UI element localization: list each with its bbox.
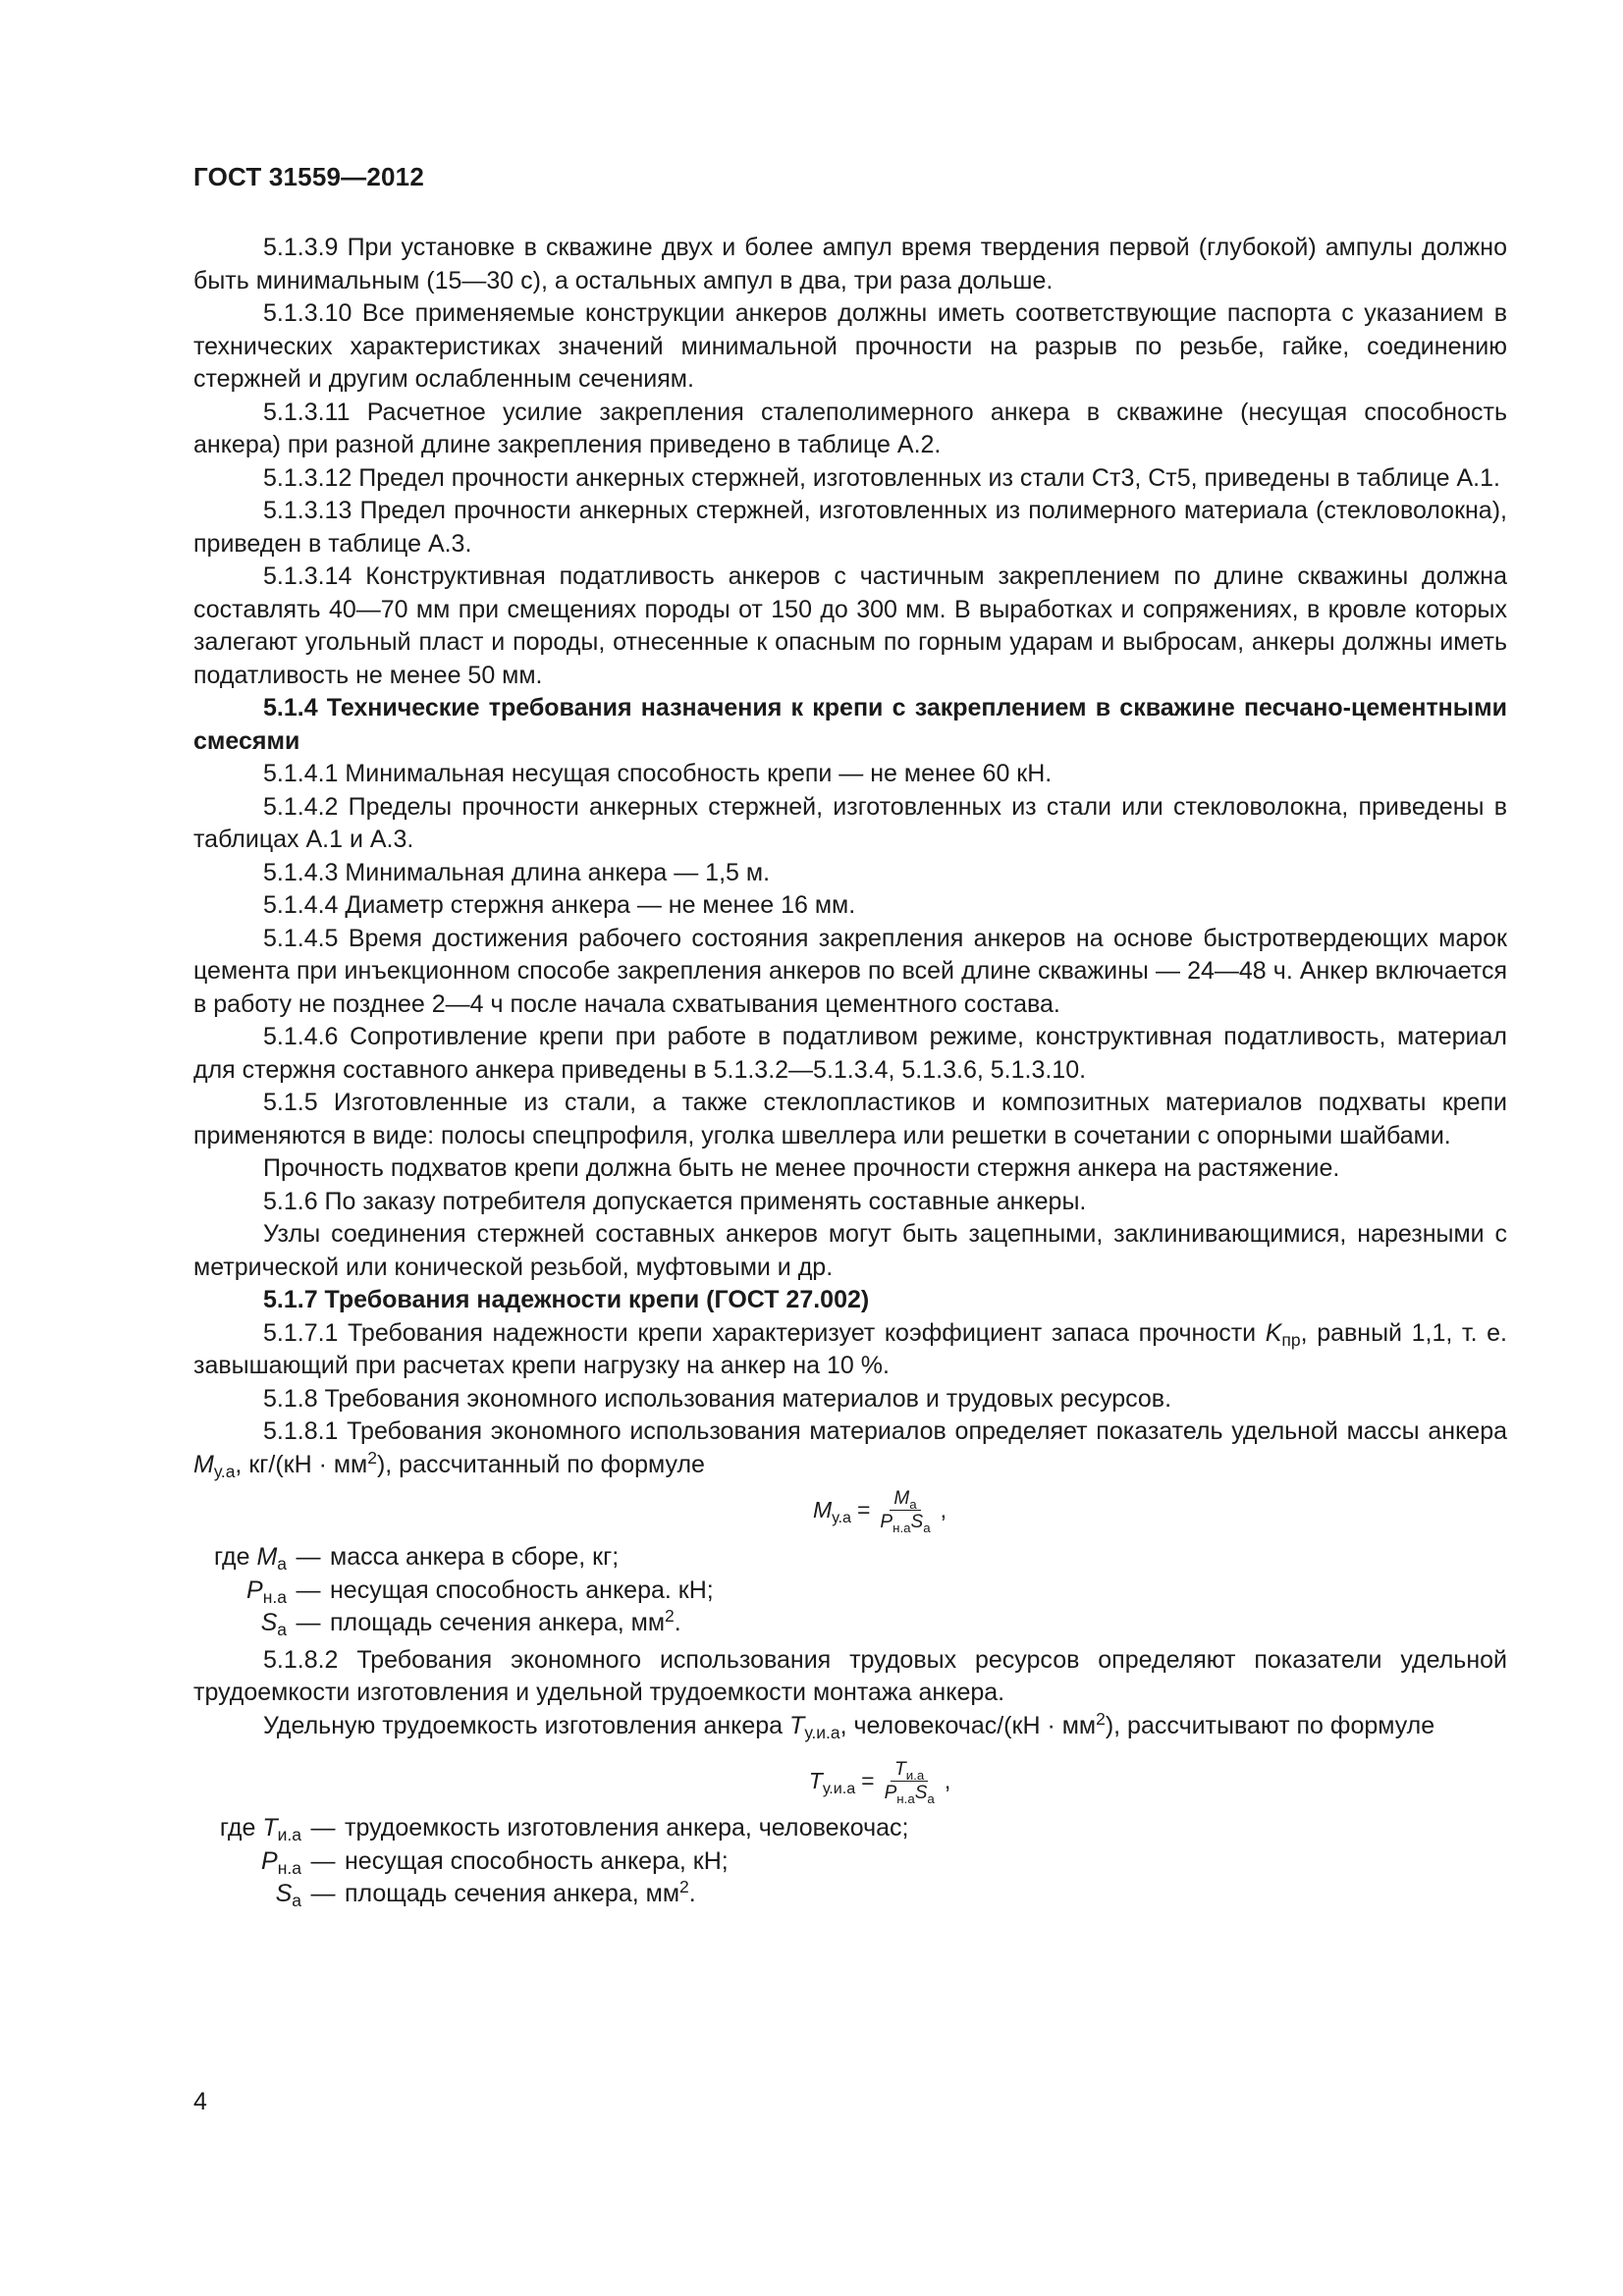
page-header-title: ГОСТ 31559—2012 [193, 162, 424, 191]
paragraph-5-1-5: 5.1.5 Изготовленные из стали, а также стеклопластиков и композитных материалов подхваты крепи применяются в виде: полосы спецпрофиля, уголка швеллера или решетки в сочетании с опорными шайбами. [193, 1089, 1507, 1149]
legend-row: $P_{н.а}$ — несущая способность анкера. кН; [246, 1575, 714, 1607]
legend-row: $S_а$ — площадь сечения анкера, $мм^2$. [275, 1877, 696, 1910]
page-number: 4 [193, 2088, 207, 2115]
paragraph-5-1-3-11: 5.1.3.11 Расчетное усилие закрепления сталеполимерного анкера в скважине (несущая способность анкера) при разной длине закрепления приведено в таблице А.2. [193, 398, 1507, 458]
paragraph-5-1-4-2: 5.1.4.2 Пределы прочности анкерных стержней, изготовленных из стали или стекловолокна, приведены в таблицах А.1 и А.3. [193, 792, 1507, 853]
paragraph-5-1-5-strength: Прочность подхватов крепи должна быть не менее прочности стержня анкера на растяжение. [263, 1154, 1340, 1182]
formula-specific-mass: $M_{у.а}$ = $\frac{M_а}{P_{н.а}S_а}$ , [812, 1488, 947, 1535]
paragraph-5-1-3-9: 5.1.3.9 При установке в скважине двух и более ампул время твердения первой (глубокой) ампулы должно быть минимальным (15—30 с), а остальных ампул в два, три раза дольше. [193, 234, 1507, 294]
legend-row: где $M_а$ — масса анкера в сборе, кг; [213, 1543, 620, 1574]
paragraph-5-1-8: 5.1.8 Требования экономного использования материалов и трудовых ресурсов. [263, 1384, 1172, 1413]
paragraph-5-1-8-2: 5.1.8.2 Требования экономного использования трудовых ресурсов определяют показатели удельной трудоемкости изготовления и удельной трудоемкости монтажа анкера. [193, 1645, 1507, 1706]
legend-row: где $T_{и.а}$ — трудоемкость изготовления анкера, человекочас; [219, 1814, 909, 1844]
paragraph-5-1-4-5: 5.1.4.5 Время достижения рабочего состояния закрепления анкеров на основе быстротвердеющих марок цемента при инъекционном способе закрепления анкеров по всей длине скважины — 24—48 ч. Анкер включается в работу не позднее 2—4 ч после начала схватывания цементного состава. [193, 924, 1507, 1018]
formula-labor-intensity: $T_{у.и.а}$ = $\frac{T_{и.а}}{P_{н.а}S_а}$ , [808, 1759, 951, 1806]
paragraph-5-1-8-1: 5.1.8.1 Требования экономного использования материалов определяет показатель удельной массы анкера $M_{у.а}$, $кг/(кН \cdot мм^2)$, рассчитанный по формуле [193, 1417, 1507, 1481]
legend-row: $S_а$ — площадь сечения анкера, $мм^2$. [260, 1606, 681, 1639]
paragraph-5-1-3-10: 5.1.3.10 Все применяемые конструкции анкеров должны иметь соответствующие паспорта с указанием в технических характеристиках значений минимальной прочности на разрыв по резьбе, гайке, соединению стержней и другим ослабленным сечениям. [193, 299, 1507, 393]
paragraph-5-1-4-4: 5.1.4.4 Диаметр стержня анкера — не менее 16 мм. [263, 891, 856, 919]
legend-row: $P_{н.а}$ — несущая способность анкера, кН; [261, 1846, 729, 1878]
paragraph-5-1-6: 5.1.6 По заказу потребителя допускается применять составные анкеры. [263, 1187, 1087, 1215]
formula-specific-mass-fraction: $\frac{M_а}{P_{н.а}S_а}$ [880, 1488, 931, 1535]
paragraph-5-1-3-13: 5.1.3.13 Предел прочности анкерных стержней, изготовленных из полимерного материала (стекловолокна), приведен в таблице А.3. [193, 497, 1507, 558]
paragraph-5-1-4-3: 5.1.4.3 Минимальная длина анкера — 1,5 м. [263, 858, 771, 886]
document-body [193, 232, 1507, 1911]
paragraph-5-1-3-12: 5.1.3.12 Предел прочности анкерных стержней, изготовленных из стали Ст3, Ст5, приведены в таблице А.1. [263, 463, 1500, 492]
formula-specific-mass-legend [193, 1541, 1507, 1640]
paragraph-5-1-3-14: 5.1.3.14 Конструктивная податливость анкеров с частичным закреплением по длине скважины должна составлять 40—70 мм при смещениях породы от 150 до 300 мм. В выработках и сопряжениях, в кровле которых залегают угольный пласт и породы, отнесенные к опасным по горным ударам и выбросам, анкеры должны иметь податливость не менее 50 мм. [193, 562, 1507, 689]
paragraph-5-1-7-1: 5.1.7.1 Требования надежности крепи характеризует коэффициент запаса прочности $K_{пр}$, равный 1,1, т. е. завышающий при расчетах крепи нагрузку на анкер на 10 %. [193, 1318, 1508, 1379]
paragraph-5-1-4-1: 5.1.4.1 Минимальная несущая способность крепи — не менее 60 кН. [263, 760, 1053, 787]
formula-labor-intensity-legend [193, 1812, 1507, 1911]
paragraph-5-1-6-joints: Узлы соединения стержней составных анкеров могут быть зацепными, заклинивающимися, нарезными с метрической или конической резьбой, муфтовыми и др. [193, 1220, 1507, 1281]
paragraph-5-1-8-2-labor: Удельную трудоемкость изготовления анкера $T_{у.и.а}$, человекочас/(кН · $мм^2$), рассчитывают по формуле [263, 1708, 1435, 1742]
heading-5-1-4: 5.1.4 Технические требования назначения к крепи с закреплением в скважине песчано-цементными смесями [193, 694, 1507, 755]
heading-5-1-7: 5.1.7 Требования надежности крепи (ГОСТ 27.002) [263, 1286, 870, 1313]
formula-labor-intensity-fraction: $\frac{T_{и.а}}{P_{н.а}S_а}$ [884, 1759, 935, 1806]
paragraph-5-1-4-6: 5.1.4.6 Сопротивление крепи при работе в податливом режиме, конструктивная податливость, материал для стержня составного анкера приведены в 5.1.3.2—5.1.3.4, 5.1.3.6, 5.1.3.10. [193, 1023, 1507, 1084]
